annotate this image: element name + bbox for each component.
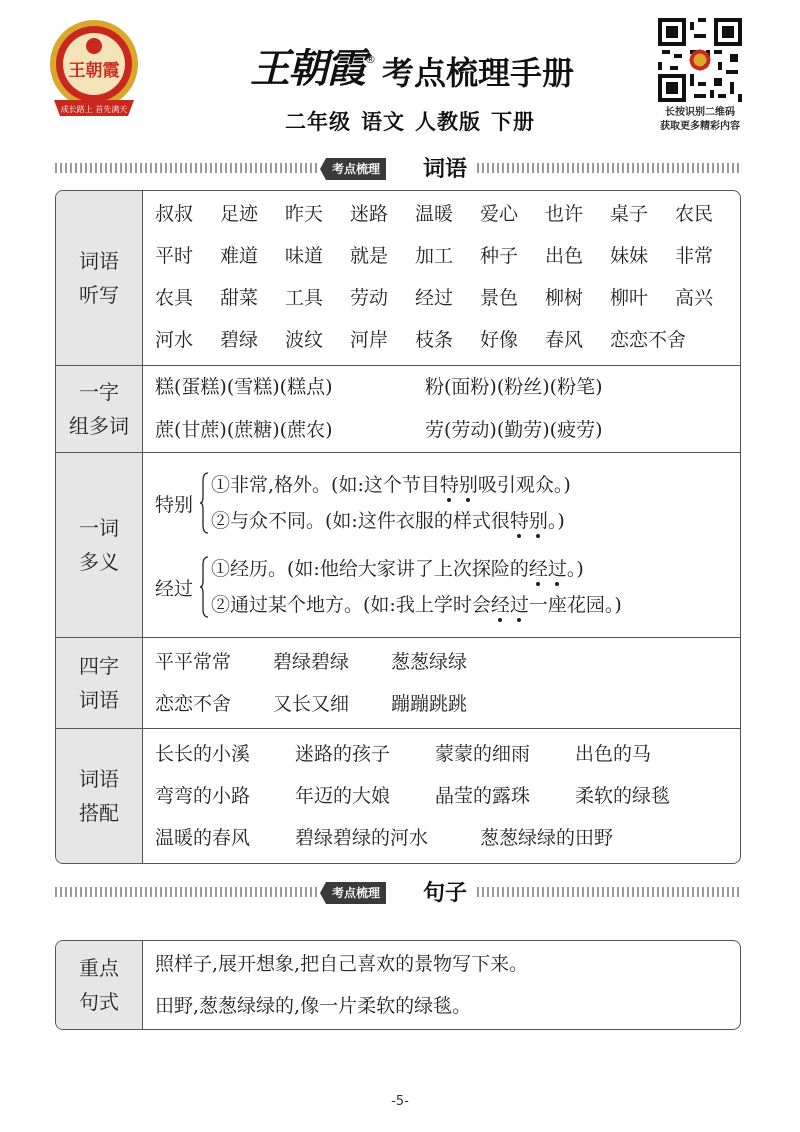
word: 种子: [480, 245, 519, 267]
word: 波纹: [285, 329, 324, 351]
phrase: 迷路的孩子: [295, 743, 391, 765]
phrase: 长长的小溪: [155, 743, 251, 765]
word-row: [155, 319, 740, 361]
table-row-four-char: [56, 638, 740, 729]
polysemy-word: 特别: [155, 493, 194, 516]
collocation-words: [143, 729, 740, 863]
word-group-row: [155, 366, 730, 409]
meaning-item: ②与众不同。(如:这件衣服的样式很特别。): [211, 510, 565, 532]
four-char-words: [143, 638, 740, 728]
word: 味道: [285, 245, 324, 267]
row-label-line: 词语: [79, 249, 119, 273]
word-row: [155, 235, 740, 277]
phrase: 出色的马: [575, 743, 652, 765]
brand-header: [250, 44, 574, 94]
row-label: [56, 941, 143, 1029]
dotted-word: [491, 594, 529, 616]
section-header-words: [55, 158, 739, 180]
word: 碧绿: [220, 329, 259, 351]
dotted-rule: [477, 887, 739, 897]
row-label: [56, 191, 143, 365]
table-row-one-char: [56, 366, 740, 453]
table-row-key-sentence: [56, 941, 740, 1029]
word: 河岸: [350, 329, 389, 351]
word: 劳动: [350, 287, 389, 309]
word: 出色: [545, 245, 584, 267]
word: 恋恋不舍: [610, 329, 687, 351]
emphasis-char: 经: [528, 558, 548, 580]
phrase: 晶莹的露珠: [435, 785, 531, 807]
emphasis-char: 过: [547, 558, 567, 580]
row-label-line: 一字: [79, 380, 119, 404]
polysemy-word: 经过: [155, 577, 194, 600]
row-label-line: 四字: [79, 654, 119, 678]
section-title: 词语: [423, 157, 468, 182]
qr-code-icon[interactable]: [658, 18, 742, 102]
word-group: 糕(蛋糕)(雪糕)(糕点): [155, 376, 333, 398]
sentence-line: 田野,葱葱绿绿的,像一片柔软的绿毯。: [155, 995, 472, 1017]
sentence-line: 照样子,展开想象,把自己喜欢的景物写下来。: [155, 953, 529, 975]
subtitle-grade: 二年级: [285, 110, 351, 134]
word-row: [155, 683, 730, 725]
phrase-row: [155, 733, 730, 775]
emphasis-char: 经: [490, 594, 510, 616]
phrase: 葱葱绿绿的田野: [480, 827, 614, 849]
dotted-rule: [477, 163, 739, 173]
qr-caption: [645, 106, 755, 134]
row-label: [56, 453, 143, 637]
polysemy-group: [155, 545, 730, 629]
polysemy-group: [155, 461, 730, 545]
word: 妹妹: [610, 245, 649, 267]
phrase: 蒙蒙的细雨: [435, 743, 531, 765]
dotted-rule: [55, 887, 317, 897]
phrase: 弯弯的小路: [155, 785, 251, 807]
row-label-line: 听写: [79, 283, 119, 307]
row-label-line: 组多词: [69, 414, 129, 438]
word: 好像: [480, 329, 519, 351]
word-group: 蔗(甘蔗)(蔗糖)(蔗农): [155, 419, 333, 441]
book-subtitle: [285, 106, 545, 136]
meaning-list: [211, 467, 571, 539]
row-label-line: 搭配: [79, 801, 119, 825]
word: 枝条: [415, 329, 454, 351]
logo-ribbon-text: 成长路上 首先满天: [60, 105, 128, 114]
word: 平时: [155, 245, 194, 267]
one-char-words: [143, 366, 740, 452]
word: 工具: [285, 287, 324, 309]
row-label-line: 多义: [79, 550, 119, 574]
word: 农具: [155, 287, 194, 309]
word: 爱心: [480, 203, 519, 225]
word-group-row: [155, 409, 730, 452]
emphasis-char: 别: [528, 510, 548, 532]
dotted-rule: [55, 163, 317, 173]
word: 又长又细: [273, 693, 350, 715]
word: 平平常常: [155, 651, 232, 673]
section-header-sentences: [55, 882, 739, 904]
word: 桌子: [610, 203, 649, 225]
phrase-row: [155, 775, 730, 817]
row-label-line: 词语: [79, 688, 119, 712]
polysemy-content: [143, 453, 740, 637]
word: 蹦蹦跳跳: [391, 693, 468, 715]
emphasis-char: 过: [509, 594, 529, 616]
row-label-line: 句式: [79, 990, 119, 1014]
word: 葱葱绿绿: [391, 651, 468, 673]
word: 景色: [480, 287, 519, 309]
row-label: [56, 729, 143, 863]
table-row-collocation: [56, 729, 740, 863]
row-label: [56, 366, 143, 452]
phrase: 碧绿碧绿的河水: [295, 827, 429, 849]
word: 加工: [415, 245, 454, 267]
brand-name: 王朝霞: [250, 45, 364, 92]
word: 就是: [350, 245, 389, 267]
word: 柳叶: [610, 287, 649, 309]
word: 昨天: [285, 203, 324, 225]
row-label-line: 重点: [79, 956, 119, 980]
row-label: [56, 638, 143, 728]
dotted-word: [440, 474, 478, 496]
word-group: 劳(劳动)(勤劳)(疲劳): [425, 419, 603, 441]
word: 碧绿碧绿: [273, 651, 350, 673]
emphasis-char: 特: [439, 474, 459, 496]
subtitle-volume: 下册: [491, 110, 535, 134]
emphasis-char: 特: [509, 510, 529, 532]
qr-caption-line-2: 获取更多精彩内容: [660, 121, 740, 132]
word: 恋恋不舍: [155, 693, 232, 715]
meaning-item: ②通过某个地方。(如:我上学时会经过一座花园。): [211, 594, 622, 616]
logo-text: 王朝霞: [68, 61, 120, 81]
word: 也许: [545, 203, 584, 225]
section-tag: 考点梳理: [326, 158, 386, 180]
section-tag: 考点梳理: [326, 882, 386, 904]
dotted-word: [510, 510, 548, 532]
subtitle-subject: 语文: [361, 110, 405, 134]
dictation-words: [143, 191, 741, 365]
word: 难道: [220, 245, 259, 267]
brand-logo-badge: [48, 18, 140, 128]
page-number: -5-: [391, 1094, 409, 1109]
emphasis-char: 别: [458, 474, 478, 496]
brand-title: 考点梳理手册: [382, 54, 575, 92]
section-title: 句子: [423, 881, 468, 906]
word: 河水: [155, 329, 194, 351]
word: 经过: [415, 287, 454, 309]
word: 迷路: [350, 203, 389, 225]
phrase: 柔软的绿毯: [575, 785, 671, 807]
phrase: 温暖的春风: [155, 827, 251, 849]
table-row-polysemy: [56, 453, 740, 638]
registered-mark: ®: [365, 53, 376, 66]
word: 春风: [545, 329, 584, 351]
row-label-line: 一词: [79, 516, 119, 540]
word: 柳树: [545, 287, 584, 309]
word: 农民: [675, 203, 714, 225]
phrase: 年迈的大娘: [295, 785, 391, 807]
meaning-list: [211, 551, 622, 623]
table-row-dictation: [56, 191, 740, 366]
row-label-line: 词语: [79, 767, 119, 791]
brace-icon: [199, 471, 209, 535]
word: 甜菜: [220, 287, 259, 309]
word-row: [155, 193, 740, 235]
dotted-word: [529, 558, 567, 580]
subtitle-edition: 人教版: [415, 110, 481, 134]
word-row: [155, 277, 740, 319]
key-sentence-content: [143, 941, 740, 1029]
word-group: 粉(面粉)(粉丝)(粉笔): [425, 376, 603, 398]
word: 足迹: [220, 203, 259, 225]
meaning-item: ①经历。(如:他给大家讲了上次探险的经过。): [211, 558, 584, 580]
word: 温暖: [415, 203, 454, 225]
word: 非常: [675, 245, 714, 267]
word: 叔叔: [155, 203, 194, 225]
words-table: [55, 190, 741, 864]
word: 高兴: [675, 287, 714, 309]
qr-caption-line-1: 长按识别二维码: [665, 107, 735, 118]
word-row: [155, 641, 730, 683]
sentences-table: [55, 940, 741, 1030]
brace-icon: [199, 555, 209, 619]
phrase-row: [155, 817, 730, 859]
meaning-item: ①非常,格外。(如:这个节目特别吸引观众。): [211, 474, 571, 496]
